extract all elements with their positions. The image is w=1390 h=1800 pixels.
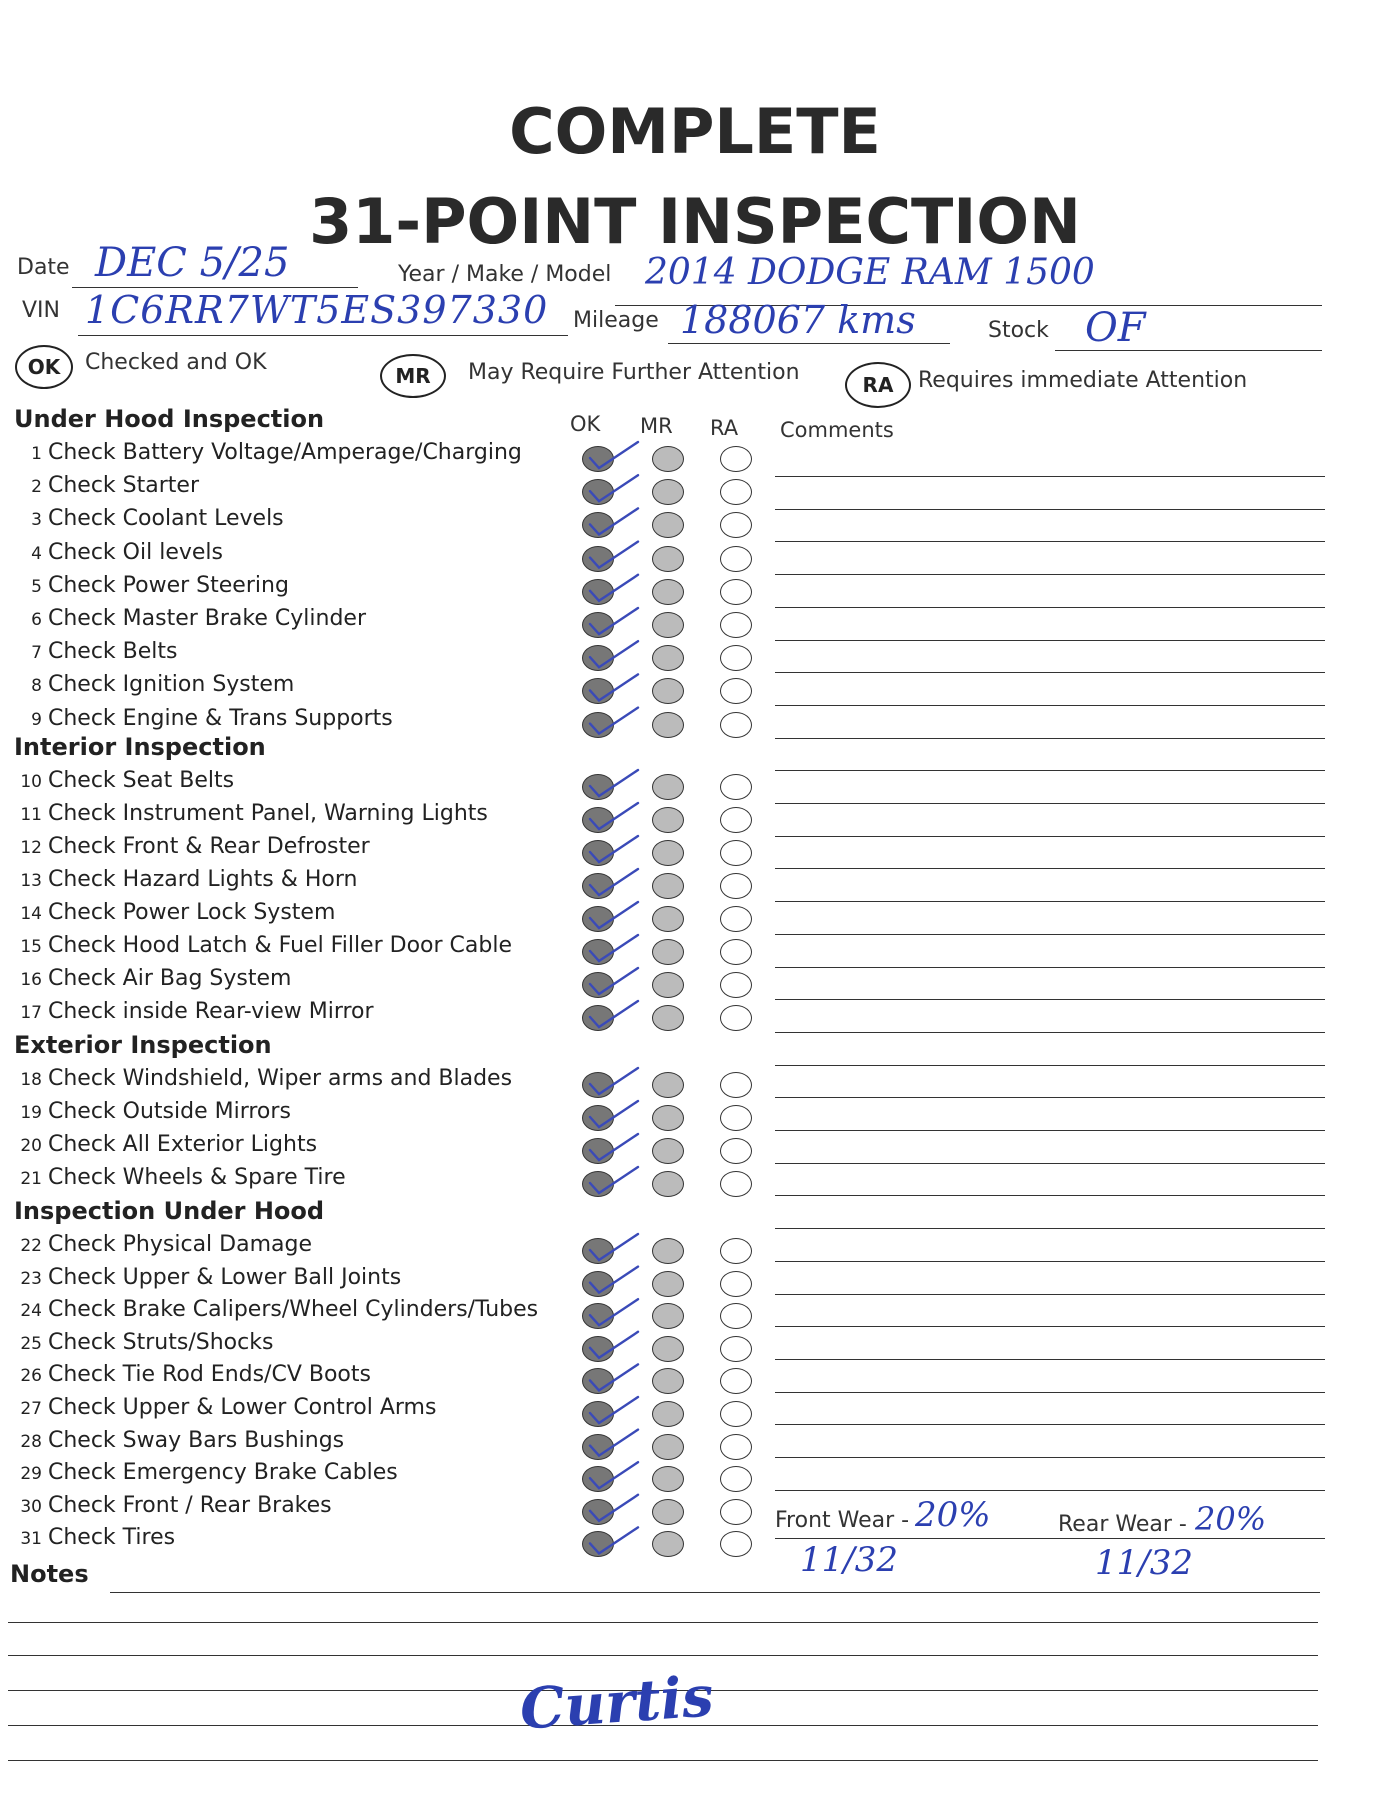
notes-line [110,1592,1320,1593]
vin-label: VIN [22,298,60,323]
item-number: 26 [20,1366,42,1387]
item-text: Check All Exterior Lights [48,1132,318,1157]
item-text: Check Master Brake Cylinder [48,606,366,631]
checkmark-icon [590,1234,638,1260]
legend-mr-text: May Require Further Attention [468,360,800,385]
mileage-label: Mileage [573,308,659,333]
checkmark-icon [590,442,638,468]
item-number: 2 [31,477,42,498]
column-ok-header: OK [570,412,601,436]
item-number: 15 [20,937,42,957]
item-number: 21 [20,1169,42,1189]
checkmark-icon [590,1167,638,1193]
legend-ok-text: Checked and OK [85,350,267,375]
item-text: Check Sway Bars Bushings [48,1427,345,1453]
checkmark-icon [590,575,638,601]
item-number: 14 [20,904,42,924]
item-text: Check Ignition System [48,672,295,698]
item-text: Check Upper & Lower Ball Joints [48,1264,402,1290]
item-text: Check Oil levels [48,539,223,565]
notes-line [8,1655,1318,1656]
item-text: Check Battery Voltage/Amperage/Charging [48,440,522,465]
notes-line [8,1760,1318,1761]
notes-label: Notes [10,1560,89,1588]
vin-value: 1C6RR7WT5ES397330 [85,288,549,332]
item-text: Check Hood Latch & Fuel Filler Door Cable [48,933,512,958]
item-text: Check Starter [48,473,199,499]
item-number: 13 [20,871,42,891]
column-mr-header: MR [640,414,673,438]
rear-wear-value: 20% [1195,1500,1267,1538]
item-number: 9 [31,709,42,730]
item-number: 8 [31,676,42,697]
item-text: Check Upper & Lower Control Arms [48,1395,437,1420]
date-value: DEC 5/25 [95,240,290,286]
item-text: Check Instrument Panel, Warning Lights [48,801,488,826]
item-text: Check Brake Calipers/Wheel Cylinders/Tubes [48,1297,539,1323]
item-number: 4 [31,543,42,564]
item-number: 11 [20,805,42,825]
item-number: 1 [31,444,42,464]
item-number: 5 [31,576,42,597]
legend-ok-oval: OK [15,345,73,389]
item-number: 25 [20,1333,42,1354]
checkmark-icon [590,1101,638,1127]
checkmark-icon [590,902,638,928]
item-text: Check Struts/Shocks [48,1329,274,1355]
checkmark-icon [590,1495,638,1521]
checkmark-icon [590,475,638,501]
section-heading: Inspection Under Hood [14,1197,325,1225]
item-text: Check Front / Rear Brakes [48,1492,332,1518]
checkmark-icon [590,1068,638,1094]
item-number: 3 [31,510,42,531]
checkmark-icon [590,935,638,961]
item-text: Check Wheels & Spare Tire [48,1165,346,1190]
checkmark-icon [590,1364,638,1390]
checkmark-icon [590,968,638,994]
item-number: 31 [20,1529,42,1550]
rear-tread-value: 11/32 [1095,1543,1193,1583]
section-heading: Exterior Inspection [14,1031,272,1059]
legend-ra-oval: RA [845,362,911,408]
stock-label: Stock [988,318,1049,343]
checkmark-icon [590,1462,638,1488]
checkmark-icon [590,508,638,534]
checkmark-icon [590,708,638,734]
item-number: 28 [20,1431,42,1452]
item-number: 17 [20,1003,42,1023]
ymm-value: 2014 DODGE RAM 1500 [645,252,1095,293]
item-text: Check Coolant Levels [48,506,284,532]
item-text: Check Seat Belts [48,768,235,793]
checkmark-icon [590,836,638,862]
item-text: Check Belts [48,639,178,665]
column-ra-header: RA [710,416,739,440]
column-comments-header: Comments [780,418,894,442]
item-text: Check Tires [48,1525,176,1551]
front-wear-label: Front Wear - [775,1508,910,1533]
item-number: 16 [20,970,42,990]
checkmark-icon [590,1299,638,1325]
notes-line [8,1622,1318,1623]
legend-mr-oval: MR [380,354,446,398]
item-number: 27 [20,1399,42,1419]
signature: Curtis [517,1663,716,1743]
item-number: 19 [20,1103,42,1123]
item-text: Check Hazard Lights & Horn [48,867,358,892]
item-number: 7 [31,643,42,664]
checkmark-icon [590,542,638,568]
item-text: Check Outside Mirrors [48,1099,291,1124]
checkmark-icon [590,674,638,700]
item-number: 22 [20,1236,42,1256]
checkmark-icon [590,1527,638,1553]
front-tread-value: 11/32 [800,1540,898,1580]
checkmark-icon [590,869,638,895]
item-number: 18 [20,1070,42,1090]
item-text: Check Physical Damage [48,1232,312,1257]
section-heading: Interior Inspection [14,733,266,761]
checkmark-icon [590,1267,638,1293]
item-number: 29 [20,1464,42,1485]
mileage-value: 188067 kms [680,298,916,342]
checkmark-icon [590,1332,638,1358]
checkmark-icon [590,1430,638,1456]
item-text: Check Emergency Brake Cables [48,1460,398,1486]
item-number: 12 [20,838,42,858]
item-number: 6 [31,610,42,630]
item-text: Check Tie Rod Ends/CV Boots [48,1362,371,1388]
item-text: Check Engine & Trans Supports [48,705,393,731]
stock-value: OF [1085,305,1146,351]
legend-ra-text: Requires immediate Attention [918,368,1248,393]
checkmark-icon [590,641,638,667]
ymm-label: Year / Make / Model [398,262,612,287]
checkmark-icon [590,1001,638,1027]
item-text: Check Power Steering [48,572,289,598]
checkmark-icon [590,770,638,796]
item-number: 20 [20,1136,42,1156]
item-text: Check Front & Rear Defroster [48,834,370,859]
item-text: Check Power Lock System [48,900,336,925]
document-title-line1: COMPLETE [509,95,881,168]
item-number: 23 [20,1268,42,1289]
date-label: Date [17,255,70,280]
checkmark-icon [590,1397,638,1423]
item-text: Check Windshield, Wiper arms and Blades [48,1066,513,1091]
item-number: 30 [20,1496,42,1517]
item-number: 24 [20,1301,42,1322]
checkmark-icon [590,803,638,829]
rear-wear-label: Rear Wear - [1058,1512,1187,1537]
section-heading: Under Hood Inspection [14,405,325,433]
checkmark-icon [590,608,638,634]
item-text: Check Air Bag System [48,966,292,991]
document-title-line2: 31-POINT INSPECTION [309,185,1081,258]
item-number: 10 [20,772,42,792]
front-wear-value: 20% [915,1495,991,1535]
checkmark-icon [590,1134,638,1160]
item-text: Check inside Rear-view Mirror [48,999,374,1024]
